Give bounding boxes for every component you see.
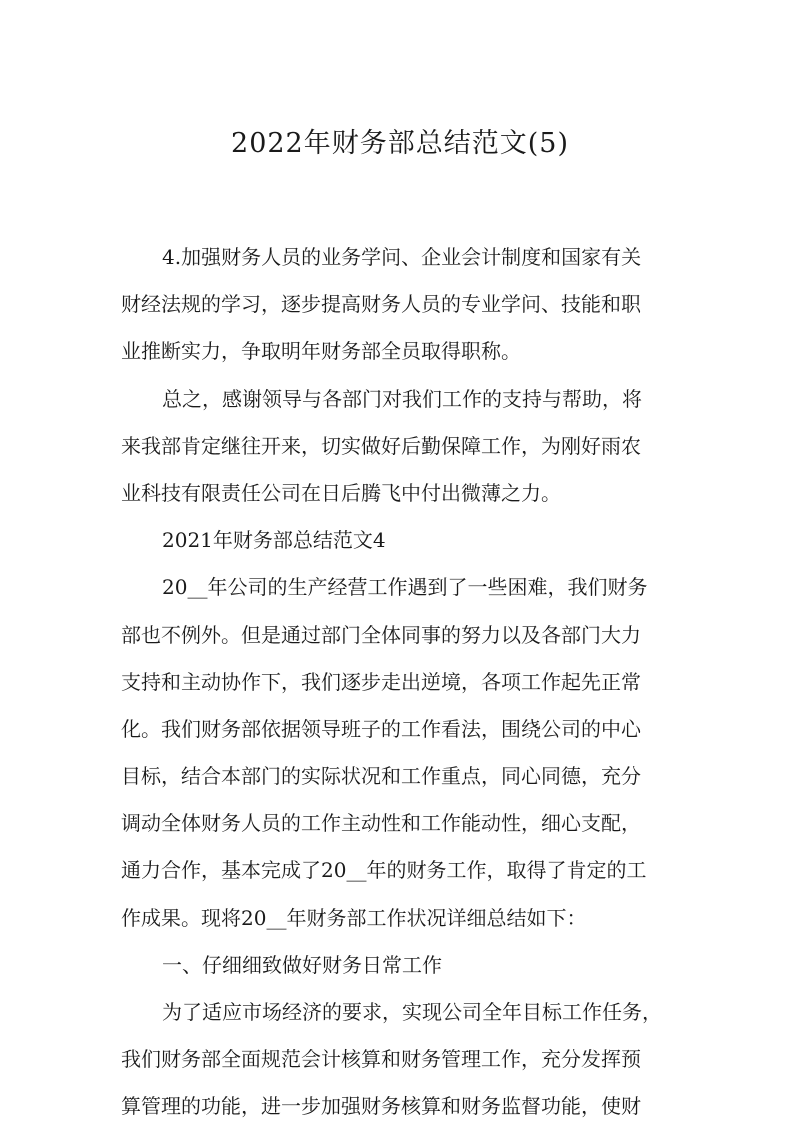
section-heading: 2021年财务部总结范文4 <box>162 528 386 553</box>
paragraph-line: 部也不例外。但是通过部门全体同事的努力以及各部门大力 <box>121 622 641 647</box>
paragraph-line: 我们财务部全面规范会计核算和财务管理工作，充分发挥预 <box>121 1047 641 1072</box>
paragraph-line: 业科技有限责任公司在日后腾飞中付出微薄之力。 <box>121 480 561 505</box>
paragraph-line: 算管理的功能，进一步加强财务核算和财务监督功能，使财 <box>121 1094 641 1119</box>
paragraph-line: 财经法规的学习，逐步提高财务人员的专业学问、技能和职 <box>121 292 641 317</box>
paragraph-line: 作成果。现将20__年财务部工作状况详细总结如下： <box>121 905 587 930</box>
document-body <box>121 234 693 1131</box>
paragraph-line: 调动全体财务人员的工作主动性和工作能动性，细心支配， <box>121 811 641 836</box>
paragraph-line: 化。我们财务部依据领导班子的工作看法，围绕公司的中心 <box>121 716 641 741</box>
paragraph-line: 目标，结合本部门的实际状况和工作重点，同心同德，充分 <box>121 764 641 789</box>
paragraph-line: 为了适应市场经济的要求，实现公司全年目标工作任务， <box>162 1000 662 1024</box>
paragraph-line: 总之，感谢领导与各部门对我们工作的支持与帮助，将 <box>162 386 642 411</box>
paragraph-line: 支持和主动协作下，我们逐步走出逆境，各项工作起先正常 <box>121 669 641 694</box>
paragraph-line: 4.加强财务人员的业务学问、企业会计制度和国家有关 <box>162 245 642 269</box>
paragraph-line: 20__年公司的生产经营工作遇到了一些困难，我们财务 <box>162 575 648 600</box>
section-heading: 一、仔细细致做好财务日常工作 <box>162 952 442 977</box>
paragraph-line: 来我部肯定继往开来，切实做好后勤保障工作，为刚好雨农 <box>121 433 641 458</box>
document-title: 2022年财务部总结范文(5) <box>231 128 569 159</box>
paragraph-line: 业推断实力，争取明年财务部全员取得职称。 <box>121 339 521 364</box>
paragraph-line: 通力合作，基本完成了20__年的财务工作，取得了肯定的工 <box>121 858 647 883</box>
